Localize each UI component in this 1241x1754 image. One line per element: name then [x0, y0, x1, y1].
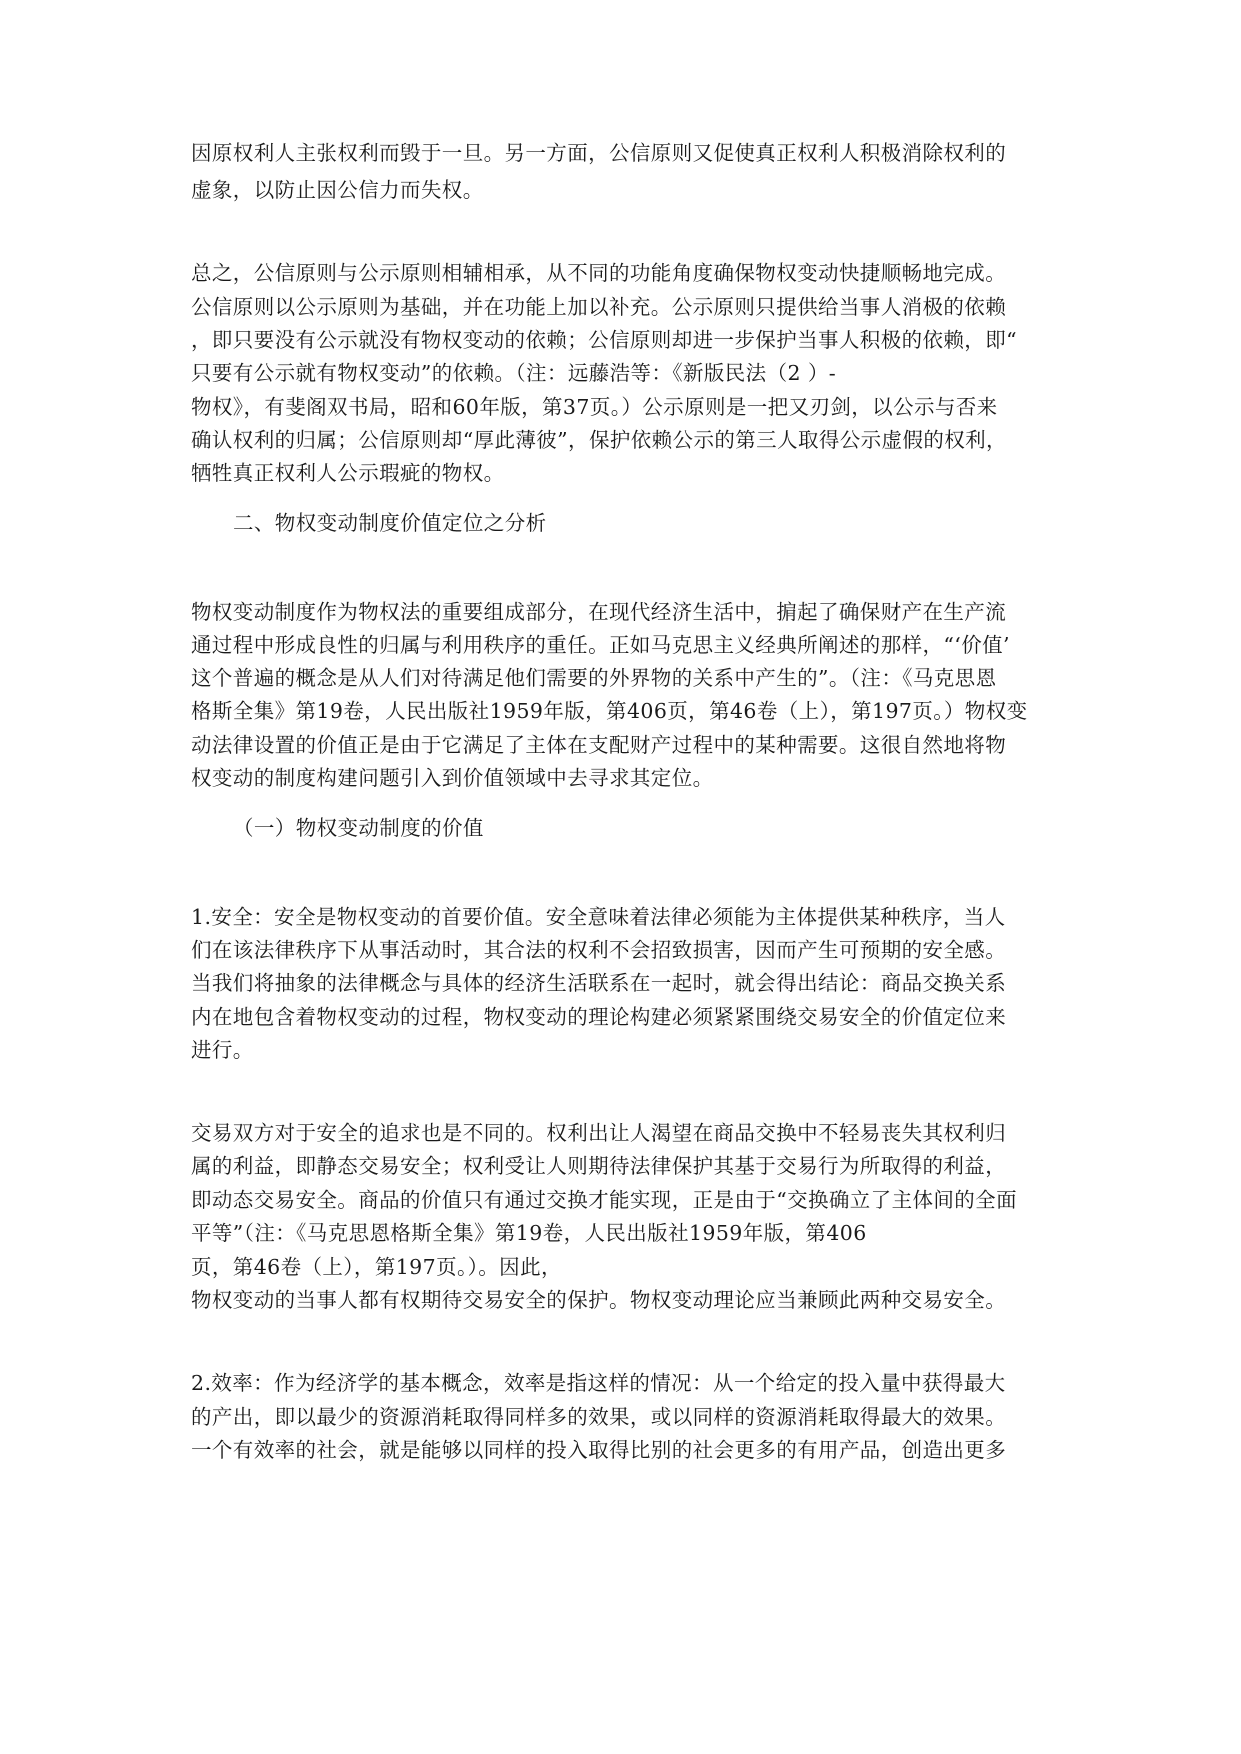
paragraph-line: 属的利益，即静态交易安全；权利受让人则期待法律保护其基于交易行为所取得的利益， [191, 1154, 1007, 1178]
paragraph-line: 2.效率：作为经济学的基本概念，效率是指这样的情况：从一个给定的投入量中获得最大 [191, 1371, 1006, 1395]
paragraph-line: 平等”（注：《马克思恩格斯全集》第19卷，人民出版社1959年版，第406 [191, 1221, 867, 1245]
paragraph-line: 虚象，以防止因公信力而失权。 [191, 178, 484, 202]
paragraph-line: 权变动的制度构建问题引入到价值领域中去寻求其定位。 [191, 766, 714, 790]
paragraph-line: 1.安全：安全是物权变动的首要价值。安全意味着法律必须能为主体提供某种秩序，当人 [191, 905, 1006, 929]
section-heading: 二、物权变动制度价值定位之分析 [233, 511, 547, 535]
paragraph-line: 即动态交易安全。商品的价值只有通过交换才能实现，正是由于“交换确立了主体间的全面 [191, 1188, 1017, 1212]
paragraph-line: 确认权利的归属；公信原则却“厚此薄彼”，保护依赖公示的第三人取得公示虚假的权利， [191, 428, 1007, 452]
paragraph-line: 们在该法律秩序下从事活动时，其合法的权利不会招致损害，因而产生可预期的安全感。 [191, 938, 1007, 962]
paragraph-line: 当我们将抽象的法律概念与具体的经济生活联系在一起时，就会得出结论：商品交换关系 [191, 971, 1007, 995]
paragraph-line: 物权变动制度作为物权法的重要组成部分，在现代经济生活中，掮起了确保财产在生产流 [191, 600, 1007, 624]
paragraph-line: ，即只要没有公示就没有物权变动的依赖；公信原则却进一步保护当事人积极的依赖，即“ [191, 328, 1017, 352]
paragraph-line: 格斯全集》第19卷，人民出版社1959年版，第406页，第46卷（上），第197页。）物权变 [191, 699, 1028, 723]
paragraph-line: 动法律设置的价值正是由于它满足了主体在支配财产过程中的某种需要。这很自然地将物 [191, 733, 1007, 757]
paragraph-line: 这个普遍的概念是从人们对待满足他们需要的外界物的关系中产生的”。（注：《马克思恩 [191, 666, 997, 690]
paragraph-line: 公信原则以公示原则为基础，并在功能上加以补充。公示原则只提供给当事人消极的依赖 [191, 295, 1007, 319]
paragraph-line: 物权》，有斐阁双书局，昭和60年版，第37页。）公示原则是一把又刃剑，以公示与否来 [191, 395, 998, 419]
paragraph-line: 牺牲真正权利人公示瑕疵的物权。 [191, 461, 505, 485]
paragraph-line: 页，第46卷（上），第197页。）。因此， [191, 1255, 562, 1279]
subsection-heading: （一）物权变动制度的价值 [233, 816, 484, 840]
paragraph-line: 进行。 [191, 1038, 254, 1062]
paragraph-line: 只要有公示就有物权变动”的依赖。（注：远藤浩等：《新版民法（2 ）- [191, 361, 837, 385]
paragraph-line: 的产出，即以最少的资源消耗取得同样多的效果，或以同样的资源消耗取得最大的效果。 [191, 1405, 1007, 1429]
paragraph-line: 内在地包含着物权变动的过程，物权变动的理论构建必须紧紧围绕交易安全的价值定位来 [191, 1005, 1007, 1029]
paragraph-line: 物权变动的当事人都有权期待交易安全的保护。物权变动理论应当兼顾此两种交易安全。 [191, 1288, 1007, 1312]
paragraph-line: 通过程中形成良性的归属与利用秩序的重任。正如马克思主义经典所阐述的那样，“‘价值’ [191, 633, 1010, 657]
paragraph-line: 一个有效率的社会，就是能够以同样的投入取得比别的社会更多的有用产品，创造出更多 [191, 1438, 1007, 1462]
paragraph-line: 交易双方对于安全的追求也是不同的。权利出让人渴望在商品交换中不轻易丧失其权利归 [191, 1121, 1007, 1145]
paragraph-line: 因原权利人主张权利而毁于一旦。另一方面，公信原则又促使真正权利人积极消除权利的 [191, 141, 1007, 165]
paragraph-line: 总之，公信原则与公示原则相辅相承，从不同的功能角度确保物权变动快捷顺畅地完成。 [191, 261, 1007, 285]
